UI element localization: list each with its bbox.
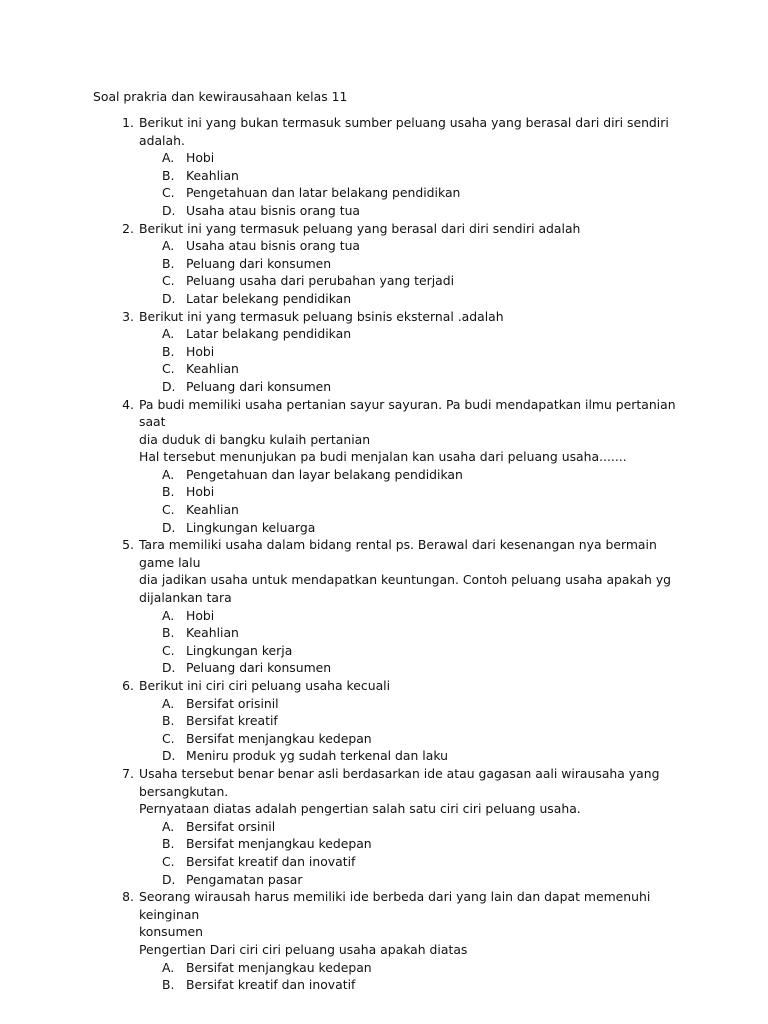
option-letter: B. <box>162 713 175 729</box>
option-text: Lingkungan keluarga <box>186 519 316 535</box>
question-number: 7. <box>122 765 134 781</box>
option-list <box>0 607 768 677</box>
option-letter: D. <box>162 202 176 218</box>
option-letter: C. <box>162 361 175 377</box>
option-letter: D. <box>162 748 176 764</box>
answer-option <box>0 659 768 677</box>
answer-option <box>0 976 768 994</box>
question-text: Seorang wirausah harus memiliki ide berbeda dari yang lain dan dapat memenuhi keinginan konsumen Pengertian Dari ciri ciri peluang usaha apakah diatas <box>139 889 651 957</box>
answer-option <box>0 325 768 343</box>
option-letter: C. <box>162 502 175 518</box>
question-item <box>0 220 768 308</box>
option-letter: A. <box>162 326 175 342</box>
answer-option <box>0 290 768 308</box>
answer-option <box>0 343 768 361</box>
option-text: Lingkungan kerja <box>186 642 293 658</box>
answer-option <box>0 360 768 378</box>
option-text: Pengetahuan dan latar belakang pendidikan <box>186 185 461 201</box>
answer-option <box>0 167 768 185</box>
option-text: Bersifat menjangkau kedepan <box>186 730 372 746</box>
answer-option <box>0 730 768 748</box>
question-item <box>0 308 768 396</box>
option-text: Bersifat orsinil <box>186 818 276 834</box>
question-list <box>0 114 768 994</box>
option-text: Bersifat menjangkau kedepan <box>186 836 372 852</box>
question-text: Tara memiliki usaha dalam bidang rental ps. Berawal dari kesenangan nya bermain game lalu dia jadikan usaha untuk mendapatkan keuntungan. Contoh peluang usaha apakah yg dijalankan tara <box>139 537 672 606</box>
question-item <box>0 888 768 994</box>
question-number: 5. <box>122 537 134 553</box>
option-letter: C. <box>162 853 175 869</box>
question-text: Usaha tersebut benar benar asli berdasarkan ide atau gagasan aali wirausaha yang bersangkutan. Pernyataan diatas adalah pengertian salah satu ciri ciri peluang usaha. <box>139 765 660 817</box>
option-list <box>0 237 768 307</box>
option-text: Hobi <box>186 484 215 500</box>
option-letter: D. <box>162 519 176 535</box>
answer-option <box>0 624 768 642</box>
question-number: 2. <box>122 220 134 236</box>
option-text: Keahlian <box>186 167 239 183</box>
answer-option <box>0 149 768 167</box>
answer-option <box>0 695 768 713</box>
option-text: Keahlian <box>186 625 239 641</box>
option-letter: B. <box>162 343 175 359</box>
question-text: Berikut ini ciri ciri peluang usaha kecuali <box>139 678 391 693</box>
option-text: Bersifat menjangkau kedepan <box>186 959 372 975</box>
option-text: Peluang dari konsumen <box>186 378 332 394</box>
answer-option <box>0 959 768 977</box>
option-letter: C. <box>162 273 175 289</box>
option-text: Usaha atau bisnis orang tua <box>186 202 361 218</box>
answer-option <box>0 184 768 202</box>
option-list <box>0 959 768 994</box>
option-list <box>0 325 768 395</box>
option-letter: A. <box>162 818 175 834</box>
answer-option <box>0 853 768 871</box>
option-letter: A. <box>162 466 175 482</box>
option-letter: B. <box>162 977 175 993</box>
option-list <box>0 818 768 888</box>
option-text: Hobi <box>186 607 215 623</box>
answer-option <box>0 871 768 889</box>
option-text: Peluang dari konsumen <box>186 660 332 676</box>
question-text: Berikut ini yang bukan termasuk sumber peluang usaha yang berasal dari diri sendiri adalah. <box>139 115 669 148</box>
option-text: Bersifat kreatif dan inovatif <box>186 853 356 869</box>
option-letter: D. <box>162 378 176 394</box>
option-text: Latar belekang pendidikan <box>186 290 352 306</box>
option-letter: B. <box>162 625 175 641</box>
question-text: Pa budi memiliki usaha pertanian sayur sayuran. Pa budi mendapatkan ilmu pertanian saat dia duduk di bangku kulaih pertanian Hal tersebut menunjukan pa budi menjalan kan usaha dari peluang usaha....... <box>139 396 676 465</box>
question-text: Berikut ini yang termasuk peluang yang berasal dari diri sendiri adalah <box>139 220 581 236</box>
answer-option <box>0 519 768 537</box>
option-text: Pengetahuan dan layar belakang pendidikan <box>186 466 463 482</box>
option-text: Bersifat kreatif <box>186 713 278 729</box>
question-item <box>0 396 768 537</box>
option-text: Peluang dari konsumen <box>186 255 332 271</box>
document-title: Soal prakria dan kewirausahaan kelas 11 <box>93 89 348 104</box>
question-item <box>0 677 768 765</box>
question-number: 6. <box>122 678 134 693</box>
answer-option <box>0 712 768 730</box>
option-list <box>0 695 768 765</box>
option-text: Bersifat kreatif dan inovatif <box>186 977 356 993</box>
answer-option <box>0 237 768 255</box>
question-number: 8. <box>122 889 134 905</box>
question-number: 1. <box>122 115 134 130</box>
question-item <box>0 765 768 888</box>
answer-option <box>0 818 768 836</box>
option-letter: A. <box>162 150 175 166</box>
option-text: Meniru produk yg sudah terkenal dan laku <box>186 748 448 764</box>
option-text: Keahlian <box>186 502 239 518</box>
option-letter: B. <box>162 255 175 271</box>
question-number: 4. <box>122 396 134 412</box>
answer-option <box>0 202 768 220</box>
question-text: Berikut ini yang termasuk peluang bsinis eksternal .adalah <box>139 308 504 324</box>
option-list <box>0 466 768 536</box>
answer-option <box>0 255 768 273</box>
option-letter: D. <box>162 871 176 887</box>
option-letter: C. <box>162 730 175 746</box>
option-letter: D. <box>162 660 176 676</box>
option-text: Bersifat orisinil <box>186 695 279 711</box>
option-letter: B. <box>162 484 175 500</box>
answer-option <box>0 378 768 396</box>
option-text: Peluang usaha dari perubahan yang terjadi <box>186 273 455 289</box>
answer-option <box>0 835 768 853</box>
option-letter: C. <box>162 642 175 658</box>
answer-option <box>0 483 768 501</box>
option-letter: C. <box>162 185 175 201</box>
option-list <box>0 149 768 219</box>
question-number: 3. <box>122 308 134 324</box>
option-text: Keahlian <box>186 361 239 377</box>
question-item <box>0 536 768 677</box>
option-letter: A. <box>162 238 175 254</box>
answer-option <box>0 466 768 484</box>
answer-option <box>0 747 768 765</box>
answer-option <box>0 642 768 660</box>
answer-option <box>0 272 768 290</box>
option-letter: A. <box>162 959 175 975</box>
option-letter: D. <box>162 290 176 306</box>
answer-option <box>0 607 768 625</box>
option-text: Hobi <box>186 150 215 166</box>
option-text: Hobi <box>186 343 215 359</box>
option-letter: B. <box>162 167 175 183</box>
option-text: Pengamatan pasar <box>186 871 303 887</box>
answer-option <box>0 501 768 519</box>
question-item <box>0 114 768 220</box>
option-letter: A. <box>162 695 175 711</box>
option-letter: A. <box>162 607 175 623</box>
option-text: Usaha atau bisnis orang tua <box>186 238 361 254</box>
option-text: Latar belakang pendidikan <box>186 326 352 342</box>
option-letter: B. <box>162 836 175 852</box>
